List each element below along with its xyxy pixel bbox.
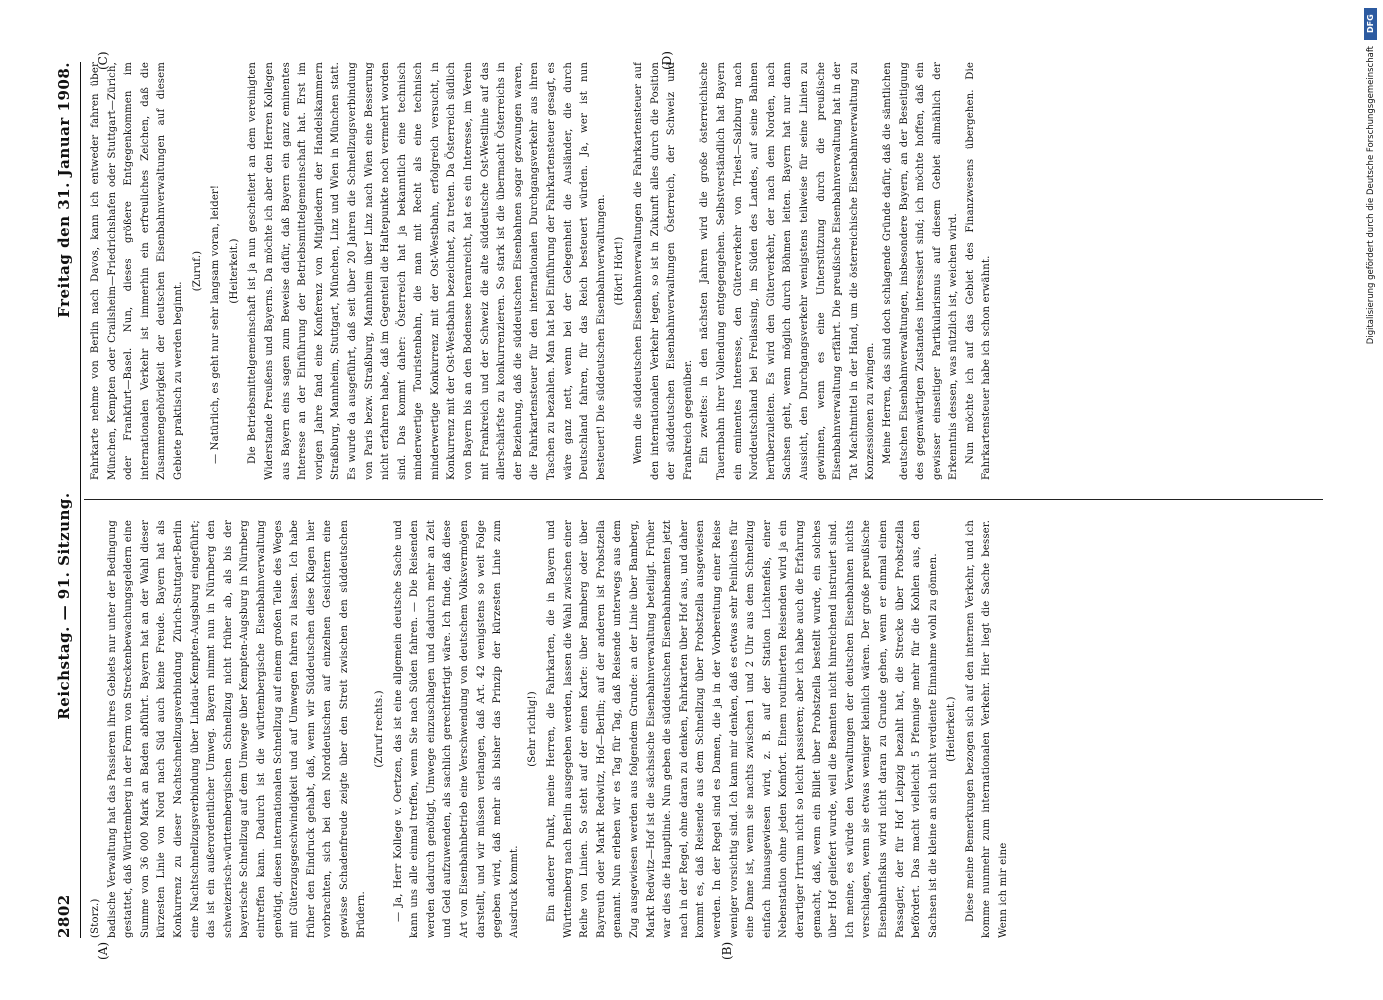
left-paragraph-4: Diese meine Bemerkungen bezogen sich auf den internen Verkehr, und ich komme nunmehr zum internationalen Verkehr. Hier liegt die Sache besser. Wenn ich mir eine [964,520,1010,938]
column-divider [84,499,1323,500]
right-paragraph-5: Ein zweites: in den nächsten Jahren wird die große österreichische Tauernbahn ihrer Vollendung entgegengehen. Selbstverständlich hat Bayern ein eminentes Interesse, den Güterverkehr von Triest—Salzburg nach Norddeutschland bei Freilassing, im Süden des Landes, auf seine Bahnen herüberzuleiten. Es wird den Güterverkehr, der nach dem Norden, nach Sachsen geht, wenn möglich durch Böhmen leiten. Bayern hat nur dann Aussicht, den Durchgangsverkehr wenigstens teilweise für seine Linien zu gewinnen, wenn es eine Unterstützung durch die preußische Eisenbahnverwaltung erfährt. Die preußische Eisenbahnverwaltung hat in der Tat Machtmittel in der Hand, um die österreichische Eisenbahnverwaltung zu Konzessionen zu zwingen. [699,62,877,480]
right-column [88,62,1323,480]
right-interjection-2: (Heiterkeit.) [228,238,240,304]
left-interjection-1: (Zuruf rechts.) [374,690,386,768]
left-paragraph-2: — Ja, Herr Kollege v. Oertzen, das ist eine allgemein deutsche Sache und kann uns alle einmal treffen, wenn Sie nach Süden fahren. — Die Reisenden werden dadurch genötigt, Umwege einzuschlagen und dadurch mehr an Zeit und Geld aufzuwenden, als sachlich gerechtfertigt wäre. Ich finde, daß diese Art von Eisenbahnbetrieb eine Verschwendung von deutschem Volksvermögen darstellt, und wir müssen verlangen, daß Art. 42 wenigstens so weit Folge gegeben wird, daß mehr als bisher das Prinzip der kürzesten Linie zum Ausdruck kommt. [392,520,520,938]
right-paragraph-1: Fahrkarte nehme von Berlin nach Davos, kann ich entweder fahren über München, Kempten oder Crailsheim—Friedrichshafen oder Stuttgart—Zürich, oder Frankfurt—Basel. Nun, dieses größere Entgegenkommen im internationalen Verkehr ist immerhin ein erfreuliches Zeichen, daß die Zusammengehörigkeit der deutschen Eisenbahnverwaltungen auf diesem Gebiete praktisch zu werden beginnt. [90,62,184,480]
margin-marker-c: (C) [96,51,110,70]
right-interjection-1: (Zuruf.) [191,250,203,292]
speaker-tag: (Storz.) [90,898,101,938]
right-paragraph-2: — Natürlich, es geht nur sehr langsam voran, leider! [210,184,222,464]
page-header [52,62,76,938]
left-column [88,520,1323,938]
header-left-title: Reichstag. — 91. Sitzung. [55,492,73,720]
header-rule [80,62,81,938]
left-interjection-3: (Heiterkeit.) [946,696,958,762]
margin-marker-a: (A) [96,941,110,960]
margin-marker-d: (D) [660,51,674,70]
left-paragraph-1: badische Verwaltung hat das Passieren ihres Gebiets nur unter der Bedingung gestattet, daß Württemberg in der Form von Streckenbewachungsgeldern eine Summe von 36 000 Mark an Baden abführt. Bayern hat an der Wahl dieser kürzesten Linie von Nord nach Süd auch keine Freude. Bayern hat als Konkurrenz zu dieser Nachtschnellzugsverbindung Zürich-Stuttgart-Berlin eine Nachtschnellzugsverbindung über Lindau-Kempten-Augsburg eingeführt; das ist ein außerordentlicher Umweg. Bayern nimmt nun in Nürnberg den schweizerisch-württembergischen Schnellzug nicht früher ab, als bis der bayerische Schnellzug auf dem Umwege über Kempten-Augsburg in Nürnberg eintreffen kann. Dadurch ist die württembergische Eisenbahnverwaltung genötigt, diesen internationalen Schnellzug auf einem großen Teile des Weges mit Güterzugsgeschwindigkeit und auf Umwegen fahren zu lassen. Ich habe früher den Eindruck gehabt, daß, wenn wir Süddeutschen diese Klagen hier vorbrachten, sich bei den Norddeutschen auf einzelnen Gesichtern eine gewisse Schadenfreude zeigte über den Streit zwischen den süddeutschen Brüdern. [106,520,367,938]
right-paragraph-6: Meine Herren, das sind doch schlagende Gründe dafür, daß die sämtlichen deutschen Eisenbahnverwaltungen, insbesondere Bayern, an der Beseitigung des gegenwärtigen Zustandes interessiert sind; ich möchte hoffen, daß ein gewisser einseitiger Partikularismus auf diesem Gebiet allmählich der Erkenntnis dessen, was nützlich ist, weichen wird. [881,62,960,480]
left-paragraph-3: Ein anderer Punkt, meine Herren, die Fahrkarten, die in Bayern und Württemberg nach Berlin ausgegeben werden, lassen die Wahl zwischen einer Reihe von Linien. So steht auf der einen Karte: über Bamberg oder über Bayreuth oder Markt Redwitz, Hof—Berlin; auf der anderen ist Probstzella genannt. Nun erleben wir es Tag für Tag, daß Reisende unterwegs aus dem Zug ausgewiesen werden aus folgendem Grunde: an der Linie über Bamberg, Markt Redwitz—Hof ist die sächsische Eisenbahnverwaltung beteiligt. Früher war dies die Hauptlinie. Nun geben die süddeutschen Eisenbahnbeamten jetzt nach in der Regel, ohne daran zu denken, Fahrkarten über Hof aus, und daher kommt es, daß Reisende aus dem Schnellzug über Probstzella ausgewiesen werden. In der Regel sind es Damen, die ja in der Vorbereitung einer Reise weniger vorsichtig sind. Ich kann mir denken, daß es etwas sehr Peinliches für eine Dame ist, wenn sie nachts zwischen 1 und 2 Uhr aus dem Schnellzug einfach hinausgewiesen wird, z. B. auf der Station Lichtenfels, einer Nebenstation ohne jeden Komfort. Einem routinierten Reisenden wird ja ein derartiger Irrtum nicht so leicht passieren; aber ich habe auch die Erfahrung gemacht, daß, wenn ein Billet über Probstzella bestellt wurde, ein solches über Hof geliefert wurde, weil die Beamten nicht hinreichend instruiert sind. Ich meine, es würde den Verwaltungen der deutschen Eisenbahnen nichts verschlagen, wenn sie etwas weniger kleinlich wären. Der große preußische Eisenbahnfiskus wird nicht daran zu Grunde gehen, wenn er einmal einen Passagier, der für Hof Leipzig bezahlt hat, die Strecke über Probstzella befördert. Das macht vielleicht 5 Pfennige mehr für die Kohlen aus, den Sachsen ist die kleine an sich nicht verdiente Einnahme wohl zu gönnen. [546,520,939,938]
right-interjection-3: (Hört! Hört!) [614,236,626,306]
right-paragraph-4: Wenn die süddeutschen Eisenbahnverwaltungen die Fahrkartensteuer auf den internationalen Verkehr legen, so ist in Zukunft alles durch die Position der süddeutschen Eisenbahnverwaltungen Österreich, der Schweiz und Frankreich gegenüber. [633,62,694,480]
dfg-logo: DFG [1364,8,1377,40]
left-interjection-2: (Sehr richtig!) [527,691,539,767]
right-paragraph-7: Nun möchte ich auf das Gebiet des Finanzwesens übergehen. Die Fahrkartensteuer habe ich schon erwähnt. [964,62,993,480]
page-number: 2802 [55,894,73,938]
header-right-title: Freitag den 31. Januar 1908. [55,62,73,318]
right-paragraph-3: Die Betriebsmittelgemeinschaft ist ja nun gescheitert an dem vereinigten Widerstande Preußens und Bayerns. Da möchte ich aber den Herren Kollegen aus Bayern eins sagen zum Beweise dafür, daß Bayern ein ganz eminentes Interesse an der Einführung der Betriebsmittelgemeinschaft hat. Erst im vorigen Jahre fand eine Konferenz von Mitgliedern der Handelskammern Straßburg, Mannheim, Stuttgart, München, Linz und Wien in München statt. Es wurde da ausgeführt, daß seit über 20 Jahren die Schnellzugsverbindung von Paris bezw. Straßburg, Mannheim über Linz nach Wien eine Besserung nicht erfahren habe, daß im Gegenteil die Haltepunkte noch vermehrt worden sind. Das kommt daher: Österreich hat ja bekanntlich eine technisch minderwertige Touristenbahn, die man mit Recht als eine technisch minderwertige Konkurrenz mit der Ost-Westbahn, erfolgreich versucht, in Konkurrenz mit der Ost-Westbahn bezeichnet, zu treten. Da Österreich südlich von Bayern bis an den Bodensee heranreicht, hat es ein Interesse, im Verein mit Frankreich und der Schweiz die alte süddeutsche Ost-Westlinie auf das allerschärfste zu konkurrenzieren. So stark ist die übermacht Österreichs in der Beziehung, daß die süddeutschen Eisenbahnen sogar gezwungen waren, die Fahrkartensteuer für den internationalen Durchgangsverkehr aus ihren Taschen zu bezahlen. Man hat bei Einführung der Fahrkartensteuer gesagt, es wäre ganz nett, wenn bei der Gelegenheit die Ausländer, die durch Deutschland fahren, für das Reich besteuert würden. Ja, wer ist nun besteuert! Die süddeutschen Eisenbahnverwaltungen. [247,62,607,480]
margin-marker-b: (B) [720,941,734,960]
dfg-notice: Digitalisierung gefördert durch die Deutsche Forschungsgemeinschaft [1366,46,1376,345]
